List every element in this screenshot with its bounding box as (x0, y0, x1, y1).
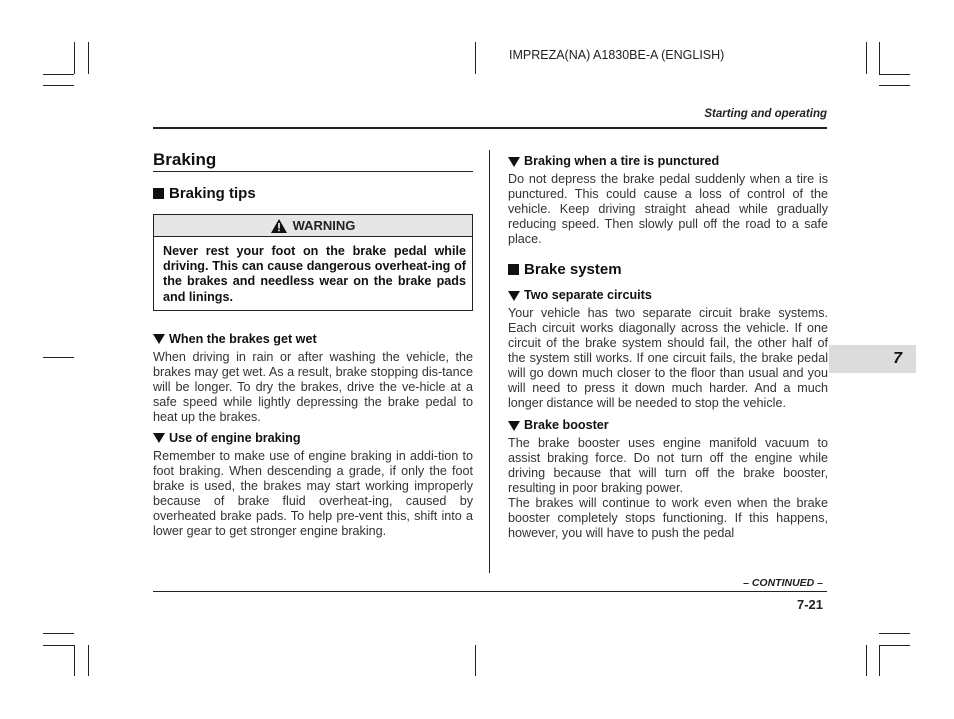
left-column (153, 150, 473, 539)
subsection-title: Braking tips (169, 185, 256, 202)
chapter-number: 7 (893, 350, 902, 367)
triangle-bullet-icon (508, 291, 520, 301)
topic-heading (508, 418, 828, 433)
body-paragraph: When driving in rain or after washing the vehicle, the brakes may get wet. As a result, brake stopping dis-tance will be longer. To dry the brakes, drive the ve-hicle at a safe speed while lightly depressing the brake pedal to heat up the brakes. (153, 349, 473, 424)
topic-title: Braking when a tire is punctured (524, 154, 720, 168)
topic-heading (153, 332, 473, 347)
crop-mark (866, 645, 867, 676)
warning-header (154, 215, 472, 237)
crop-mark (88, 645, 89, 676)
warning-triangle-icon (271, 219, 287, 233)
triangle-bullet-icon (153, 334, 165, 344)
continued-note: – CONTINUED – (743, 577, 823, 589)
subsection-heading (508, 262, 828, 277)
column-divider (489, 150, 490, 573)
triangle-bullet-icon (508, 421, 520, 431)
crop-mark (879, 42, 880, 74)
crop-mark (879, 85, 910, 86)
square-bullet-icon (153, 188, 164, 199)
body-paragraph: Your vehicle has two separate circuit brake systems. Each circuit works diagonally across the vehicle. If one circuit of the brake system should fail, the other half of the system still works. If one circuit fails, the brake pedal will go down much closer to the floor than usual and you will need to press it down much harder. And a much longer distance will be needed to stop the vehicle. (508, 306, 828, 410)
subsection-heading (153, 186, 473, 201)
topic-heading (153, 431, 473, 446)
right-column (508, 150, 828, 541)
section-name: Starting and operating (704, 108, 827, 120)
crop-mark (74, 42, 75, 74)
body-paragraph: The brake booster uses engine manifold vacuum to assist braking force. Do not turn off the engine while driving because that will turn off the brake booster, resulting in poor braking power. (508, 436, 828, 495)
square-bullet-icon (508, 264, 519, 275)
warning-text: Never rest your foot on the brake pedal while driving. This can cause dangerous overheat-ing of the brakes and needless wear on the brake pads and linings. (163, 244, 466, 304)
triangle-bullet-icon (508, 157, 520, 167)
page-number: 7-21 (796, 597, 823, 612)
crop-mark (43, 357, 74, 358)
crop-mark (879, 74, 910, 75)
footer-rule (153, 591, 827, 592)
crop-mark (879, 645, 880, 676)
header-rule (153, 127, 827, 129)
crop-mark (43, 645, 74, 646)
body-paragraph: Do not depress the brake pedal suddenly when a tire is punctured. This could cause a loss of control of the vehicle. Keep driving straight ahead while gradually reducing speed. Then slowly pull off the road to a safe place. (508, 172, 828, 246)
warning-box (153, 214, 473, 311)
warning-label: WARNING (292, 218, 356, 233)
crop-mark (879, 645, 910, 646)
body-paragraph: Remember to make use of engine braking in addi-tion to foot braking. When descending a grade, if only the foot brake is used, the brakes may start working improperly because of brake fluid overheat-ing, caused by overheated brake pads. To help pre-vent this, shift into a lower gear to get stronger engine braking. (153, 448, 473, 538)
topic-title: Two separate circuits (524, 288, 652, 302)
crop-mark (43, 633, 74, 634)
crop-mark (88, 42, 89, 74)
topic-heading (508, 288, 828, 303)
crop-mark (475, 42, 476, 74)
section-title: Braking (153, 152, 473, 172)
body-paragraph: The brakes will continue to work even when the brake booster completely stops functioning. If this happens, however, you will have to push the pedal (508, 496, 828, 540)
document-id: IMPREZA(NA) A1830BE-A (ENGLISH) (509, 48, 725, 62)
crop-mark (43, 85, 74, 86)
chapter-tab (829, 345, 916, 373)
crop-mark (866, 42, 867, 74)
subsection-title: Brake system (524, 261, 622, 278)
topic-title: Use of engine braking (169, 430, 301, 445)
topic-title: Brake booster (524, 418, 609, 432)
topic-title: When the brakes get wet (169, 331, 317, 346)
crop-mark (475, 645, 476, 676)
triangle-bullet-icon (153, 433, 165, 443)
crop-mark (74, 645, 75, 676)
crop-mark (879, 633, 910, 634)
topic-heading (508, 154, 828, 169)
crop-mark (43, 74, 74, 75)
